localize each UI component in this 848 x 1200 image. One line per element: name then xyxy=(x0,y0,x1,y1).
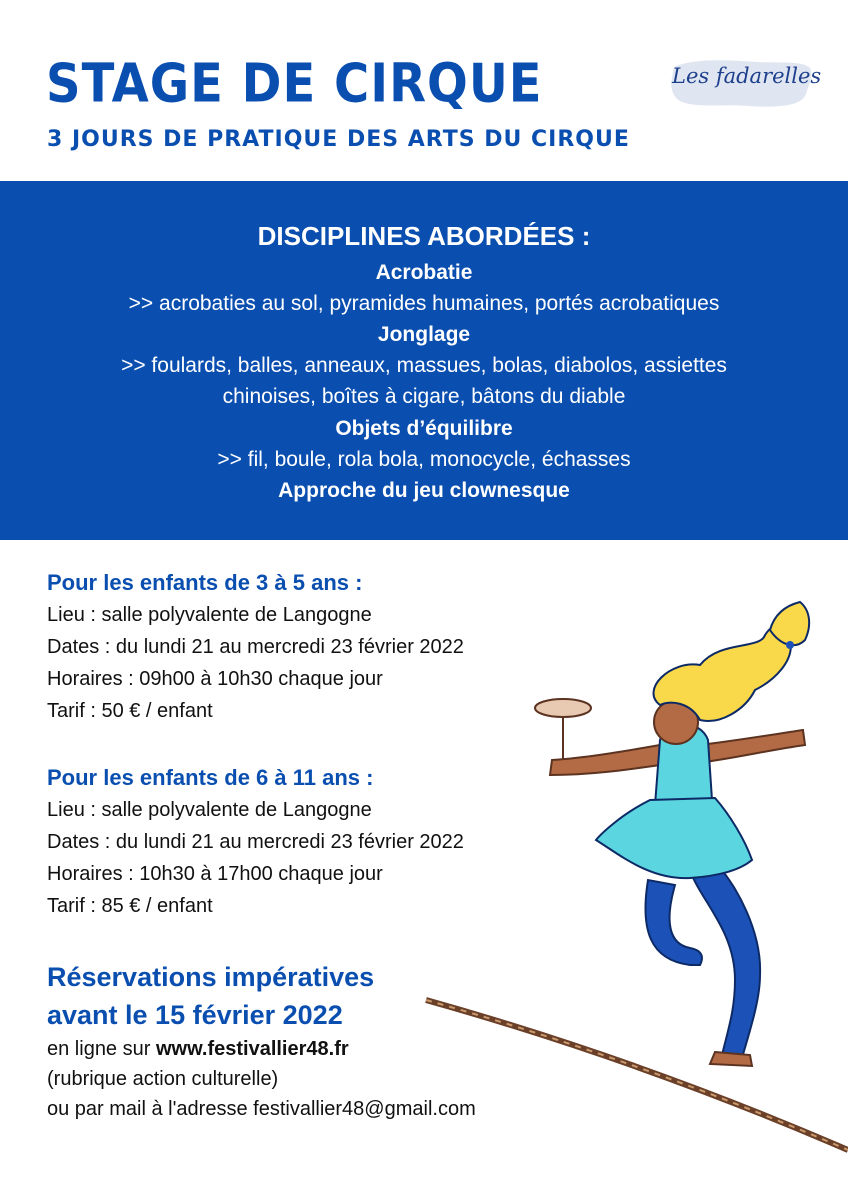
reservations-mail: ou par mail à l'adresse festivallier48@gmail.com xyxy=(47,1098,476,1120)
tightrope xyxy=(426,1000,848,1150)
online-prefix: en ligne sur xyxy=(47,1038,156,1060)
disciplines-band xyxy=(0,181,848,540)
group-lieu: Lieu : salle polyvalente de Langogne xyxy=(47,799,372,821)
discipline-title-clown: Approche du jeu clownesque xyxy=(278,479,570,502)
group-tarif: Tarif : 50 € / enfant xyxy=(47,700,213,722)
discipline-title-jonglage: Jonglage xyxy=(377,323,471,346)
les-fadarelles-logo xyxy=(668,56,822,118)
group-dates: Dates : du lundi 21 au mercredi 23 février 2022 xyxy=(47,831,464,853)
group-heading: Pour les enfants de 6 à 11 ans : xyxy=(47,765,374,790)
discipline-detail: chinoises, boîtes à cigare, bâtons du diable xyxy=(222,385,626,408)
discipline-title-acrobatie: Acrobatie xyxy=(375,261,473,284)
group-tarif: Tarif : 85 € / enfant xyxy=(47,895,213,917)
reservations-rubrique: (rubrique action culturelle) xyxy=(47,1068,279,1090)
reservations-heading-line1: Réservations impératives xyxy=(47,962,375,992)
poster-title: STAGE DE CIRQUE xyxy=(46,52,543,115)
group-6-11-ans xyxy=(47,762,464,922)
group-horaires: Horaires : 10h30 à 17h00 chaque jour xyxy=(47,863,383,885)
discipline-detail: >> fil, boule, rola bola, monocycle, échasses xyxy=(217,448,631,471)
discipline-detail: >> acrobaties au sol, pyramides humaines, portés acrobatiques xyxy=(128,292,720,315)
group-heading: Pour les enfants de 3 à 5 ans : xyxy=(47,570,363,595)
website-link[interactable]: www.festivallier48.fr xyxy=(155,1038,349,1060)
group-dates: Dates : du lundi 21 au mercredi 23 février 2022 xyxy=(47,636,464,658)
reservations-heading-line2: avant le 15 février 2022 xyxy=(47,1000,343,1030)
reservations-online xyxy=(47,1034,476,1064)
logo-text: Les fadarelles xyxy=(672,64,822,88)
discipline-title-objets-equilibre: Objets d’équilibre xyxy=(335,417,513,440)
poster-subtitle: 3 JOURS DE PRATIQUE DES ARTS DU CIRQUE xyxy=(47,127,630,152)
reservations-block xyxy=(47,958,476,1124)
discipline-detail: >> foulards, balles, anneaux, massues, bolas, diabolos, assiettes xyxy=(121,354,727,377)
group-3-5-ans xyxy=(47,567,464,727)
disciplines-heading: DISCIPLINES ABORDÉES : xyxy=(257,221,591,251)
tightrope-walker-illustration xyxy=(420,596,848,1200)
group-horaires: Horaires : 09h00 à 10h30 chaque jour xyxy=(47,668,383,690)
group-lieu: Lieu : salle polyvalente de Langogne xyxy=(47,604,372,626)
